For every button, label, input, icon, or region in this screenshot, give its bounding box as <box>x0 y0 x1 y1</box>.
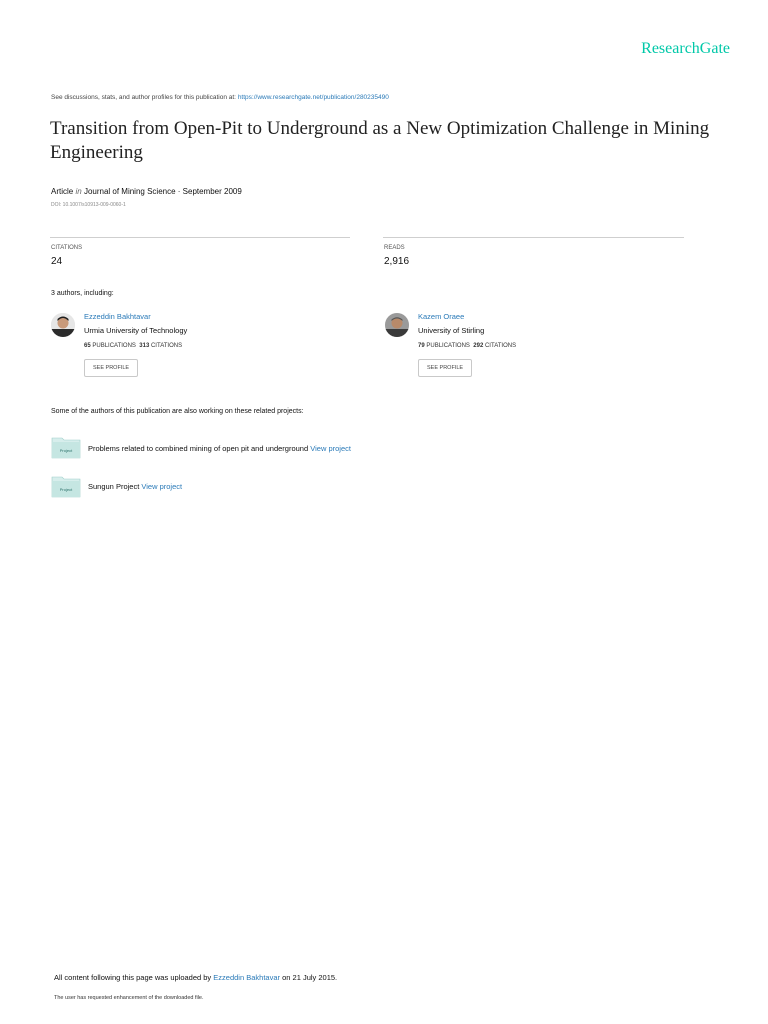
researchgate-logo[interactable]: ResearchGate <box>641 40 730 57</box>
author-institution: Urmia University of Technology <box>84 326 188 335</box>
journal-info: Journal of Mining Science · September 2009 <box>83 187 242 196</box>
view-project-link[interactable]: View project <box>310 444 351 453</box>
publications-label: PUBLICATIONS <box>426 343 470 349</box>
citations-value: 24 <box>51 256 63 267</box>
see-discussions-line <box>51 94 389 101</box>
authors-heading: 3 authors, including: <box>51 290 114 297</box>
publication-meta <box>51 187 242 196</box>
author-photo-icon <box>385 313 409 337</box>
project-icon-label: Project <box>59 487 73 492</box>
avatar[interactable] <box>385 313 409 337</box>
author-institution: University of Stirling <box>418 326 485 335</box>
divider-reads <box>383 237 684 238</box>
project-title: Problems related to combined mining of open pit and underground <box>88 444 309 453</box>
avatar[interactable] <box>51 313 75 337</box>
author-name-link[interactable]: Ezzeddin Bakhtavar <box>84 312 151 321</box>
doi: DOI: 10.1007/s10913-009-0060-1 <box>51 202 126 208</box>
author-photo-icon <box>51 313 75 337</box>
citations-label: CITATIONS <box>150 343 183 349</box>
citations-count: 313 <box>139 343 150 349</box>
project-folder-icon <box>51 474 81 498</box>
project-title: Sungun Project <box>88 482 140 491</box>
citations-label: CITATIONS <box>484 343 517 349</box>
project-item <box>88 482 182 491</box>
uploader-link[interactable]: Ezzeddin Bakhtavar <box>213 973 280 982</box>
upload-prefix: All content following this page was uploaded by <box>54 973 212 982</box>
publication-type: Article <box>51 187 74 196</box>
publication-url-link[interactable]: https://www.researchgate.net/publication/280235490 <box>237 94 389 101</box>
enhancement-note: The user has requested enhancement of the downloaded file. <box>54 995 204 1001</box>
project-icon-label: Project <box>59 448 73 453</box>
divider-citations <box>50 237 350 238</box>
see-discussions-text: See discussions, stats, and author profiles for this publication at: <box>51 94 236 101</box>
citations-label: CITATIONS <box>51 245 83 251</box>
publications-count: 65 <box>84 343 91 349</box>
project-folder-icon <box>51 435 81 459</box>
view-project-link[interactable]: View project <box>141 482 183 491</box>
reads-label: READS <box>384 245 405 251</box>
citations-count: 292 <box>473 343 484 349</box>
author-name-link[interactable]: Kazem Oraee <box>418 312 465 321</box>
see-profile-button[interactable]: SEE PROFILE <box>84 359 138 377</box>
publications-label: PUBLICATIONS <box>92 343 136 349</box>
publication-title: Transition from Open-Pit to Underground as a New Optimization Challenge in Mining Engineering <box>50 118 710 163</box>
reads-value: 2,916 <box>384 256 410 267</box>
related-projects-heading: Some of the authors of this publication are also working on these related projects: <box>51 408 304 415</box>
in-word: in <box>75 187 82 196</box>
upload-info <box>54 973 337 982</box>
author-stats <box>418 343 516 349</box>
see-profile-button[interactable]: SEE PROFILE <box>418 359 472 377</box>
upload-suffix: on 21 July 2015. <box>282 973 338 982</box>
author-stats <box>84 343 182 349</box>
publications-count: 79 <box>418 343 425 349</box>
project-item <box>88 444 351 453</box>
